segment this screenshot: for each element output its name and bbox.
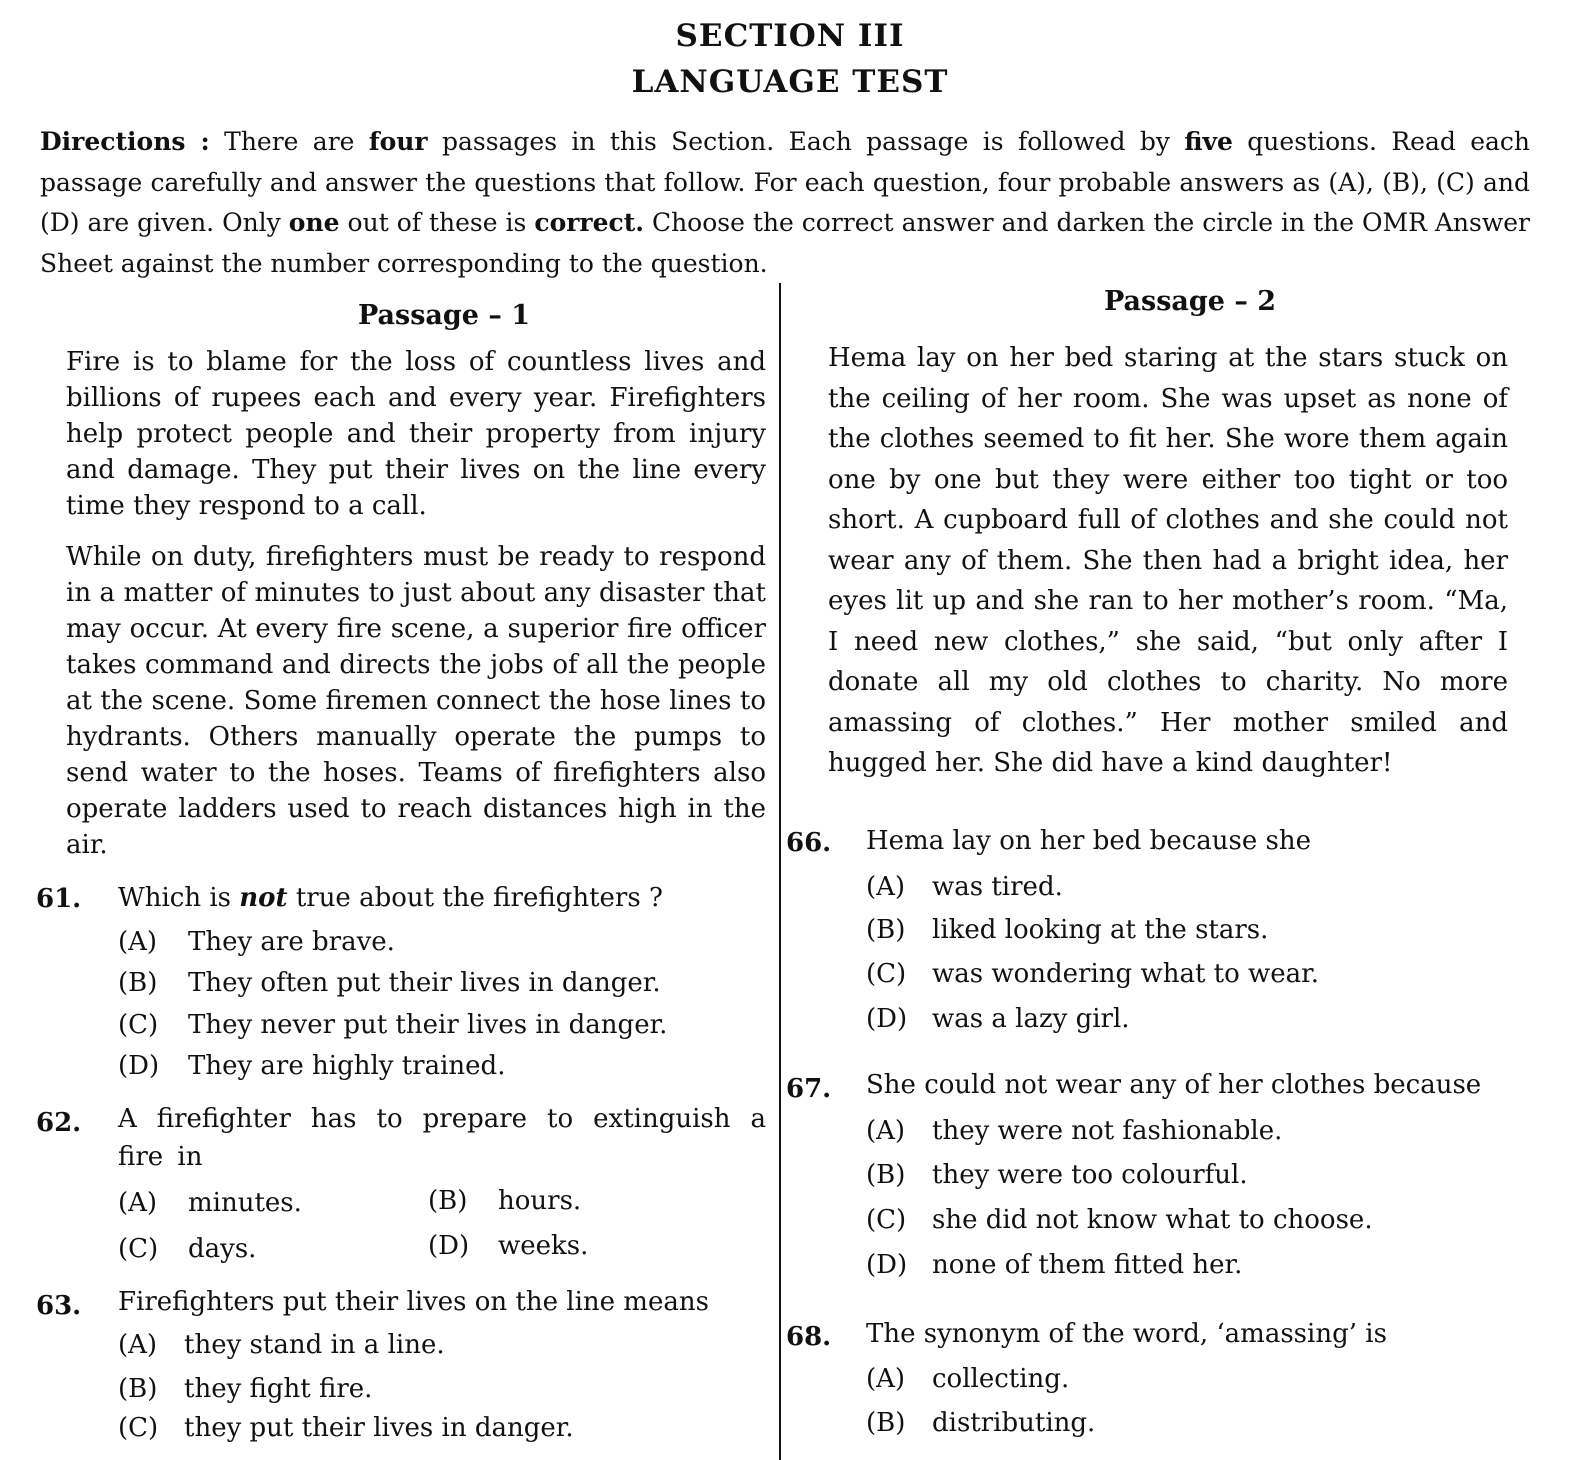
question-63-number: 63. bbox=[36, 1291, 82, 1321]
option-label: (A) bbox=[866, 1116, 906, 1146]
question-67-text: She could not wear any of her clothes because bbox=[866, 1070, 1482, 1100]
directions-bold: five bbox=[1184, 127, 1233, 156]
option-label: (A) bbox=[118, 927, 158, 957]
option-62-a[interactable] bbox=[118, 1188, 302, 1218]
emphasis: not bbox=[239, 883, 288, 913]
passage-2-paragraph: Hema lay on her bed staring at the stars stuck on the ceiling of her room. She was upset as none of the clothes seemed to fit her. She wore them again one by one but they were either too tight or too short. A cupboard full of clothes and she could not wear any of them. She then had a bright idea, her eyes lit up and she ran to her mother’s room. “Ma, I need new clothes,” she said, “but only after I donate all my old clothes to charity. No more amassing of clothes.” Her mother smiled and hugged her. She did have a kind daughter! bbox=[828, 343, 1508, 778]
option-text: They often put their lives in danger. bbox=[188, 968, 661, 998]
option-68-a[interactable] bbox=[866, 1364, 1069, 1394]
question-67-number: 67. bbox=[786, 1074, 832, 1104]
passage-2-title: Passage – 2 bbox=[1103, 286, 1277, 317]
directions bbox=[40, 122, 1530, 284]
question-61-text bbox=[118, 879, 758, 917]
question-62-text: A firefighter has to prepare to extinguish a fire in bbox=[118, 1104, 766, 1172]
option-66-d[interactable] bbox=[866, 1004, 1130, 1034]
option-61-a[interactable] bbox=[118, 927, 395, 957]
option-68-b[interactable] bbox=[866, 1408, 1095, 1438]
option-label: (A) bbox=[866, 1364, 906, 1394]
option-62-d[interactable] bbox=[428, 1231, 588, 1261]
directions-text: Choose the correct answer and darken the circle in the OMR Answer Sheet against the number corresponding to the question. bbox=[40, 208, 1531, 278]
option-66-b[interactable] bbox=[866, 915, 1268, 945]
option-text: was tired. bbox=[932, 872, 1063, 902]
option-67-a[interactable] bbox=[866, 1116, 1282, 1146]
directions-label: Directions : bbox=[40, 127, 210, 156]
option-label: (B) bbox=[118, 968, 158, 998]
column-divider bbox=[779, 283, 781, 1460]
option-label: (C) bbox=[866, 1205, 907, 1235]
option-text: collecting. bbox=[932, 1364, 1070, 1394]
option-text: they were too colourful. bbox=[932, 1160, 1248, 1190]
option-text: they put their lives in danger. bbox=[184, 1413, 574, 1443]
question-63-text: Firefighters put their lives on the line means bbox=[118, 1287, 709, 1317]
question-66-text: Hema lay on her bed because she bbox=[866, 826, 1311, 856]
passage-1-title: Passage – 1 bbox=[357, 300, 531, 331]
option-62-c[interactable] bbox=[118, 1234, 256, 1264]
directions-text: questions. Read each passage carefully and answer the questions that follow. For each question, four probable answers as (A), (B), (C) and (D) are given. Only bbox=[40, 127, 1531, 237]
passage-1-paragraph-2: While on duty, firefighters must be ready to respond in a matter of minutes to just about any disaster that may occur. At every fire scene, a superior fire officer takes command and directs the jobs of all the people at the scene. Some firemen connect the hose lines to hydrants. Others manually operate the pumps to send water to the hoses. Teams of firefighters also operate ladders used to reach distances high in the air. bbox=[66, 542, 766, 860]
option-label: (D) bbox=[866, 1250, 908, 1280]
option-text: They are highly trained. bbox=[188, 1051, 506, 1081]
question-text: Which is bbox=[118, 883, 232, 913]
option-label: (D) bbox=[866, 1004, 908, 1034]
option-text: hours. bbox=[498, 1186, 582, 1216]
option-text: liked looking at the stars. bbox=[932, 915, 1269, 945]
option-label: (A) bbox=[866, 872, 906, 902]
option-label: (D) bbox=[428, 1231, 470, 1261]
question-66-number: 66. bbox=[786, 828, 832, 858]
option-text: weeks. bbox=[498, 1231, 589, 1261]
directions-text: There are bbox=[224, 127, 355, 156]
option-label: (B) bbox=[428, 1186, 468, 1216]
option-67-c[interactable] bbox=[866, 1205, 1373, 1235]
option-63-b[interactable] bbox=[118, 1374, 372, 1404]
option-label: (B) bbox=[866, 1160, 906, 1190]
option-text: they stand in a line. bbox=[184, 1330, 445, 1360]
option-label: (B) bbox=[118, 1374, 158, 1404]
option-text: was wondering what to wear. bbox=[932, 959, 1320, 989]
option-63-a[interactable] bbox=[118, 1330, 445, 1360]
option-text: They are brave. bbox=[188, 927, 395, 957]
option-66-c[interactable] bbox=[866, 959, 1319, 989]
option-61-b[interactable] bbox=[118, 968, 661, 998]
option-text: they fight fire. bbox=[184, 1374, 373, 1404]
option-label: (C) bbox=[118, 1234, 159, 1264]
passage-1-paragraph-1: Fire is to blame for the loss of countless lives and billions of rupees each and every year. Firefighters help protect people and their property from injury and damage. They put their lives on the line every time they respond to a call. bbox=[66, 347, 766, 521]
directions-bold: one bbox=[288, 208, 340, 237]
option-text: she did not know what to choose. bbox=[932, 1205, 1373, 1235]
test-title: LANGUAGE TEST bbox=[631, 64, 949, 100]
section-heading: SECTION III bbox=[675, 18, 905, 54]
directions-text: out of these is bbox=[347, 208, 527, 237]
option-text: they were not fashionable. bbox=[932, 1116, 1283, 1146]
option-text: was a lazy girl. bbox=[932, 1004, 1130, 1034]
question-61-number: 61. bbox=[36, 884, 82, 914]
option-66-a[interactable] bbox=[866, 872, 1063, 902]
question-68-text: The synonym of the word, ‘amassing’ is bbox=[866, 1319, 1387, 1349]
option-label: (A) bbox=[118, 1330, 158, 1360]
option-text: days. bbox=[188, 1234, 257, 1264]
directions-bold: four bbox=[368, 127, 428, 156]
option-label: (C) bbox=[118, 1413, 159, 1443]
option-67-d[interactable] bbox=[866, 1250, 1242, 1280]
question-68-number: 68. bbox=[786, 1322, 832, 1352]
option-63-c[interactable] bbox=[118, 1413, 574, 1443]
option-label: (A) bbox=[118, 1188, 158, 1218]
option-text: minutes. bbox=[188, 1188, 302, 1218]
option-61-d[interactable] bbox=[118, 1051, 505, 1081]
question-text: true about the firefighters ? bbox=[295, 883, 663, 913]
question-62-number: 62. bbox=[36, 1108, 82, 1138]
option-67-b[interactable] bbox=[866, 1160, 1248, 1190]
option-62-b[interactable] bbox=[428, 1186, 581, 1216]
option-label: (D) bbox=[118, 1051, 160, 1081]
option-label: (B) bbox=[866, 915, 906, 945]
option-label: (C) bbox=[866, 959, 907, 989]
option-label: (B) bbox=[866, 1408, 906, 1438]
option-61-c[interactable] bbox=[118, 1010, 667, 1040]
option-label: (C) bbox=[118, 1010, 159, 1040]
option-text: distributing. bbox=[932, 1408, 1096, 1438]
option-text: They never put their lives in danger. bbox=[188, 1010, 668, 1040]
option-text: none of them fitted her. bbox=[932, 1250, 1243, 1280]
directions-bold: correct. bbox=[534, 208, 644, 237]
directions-text: passages in this Section. Each passage is followed by bbox=[441, 127, 1170, 156]
